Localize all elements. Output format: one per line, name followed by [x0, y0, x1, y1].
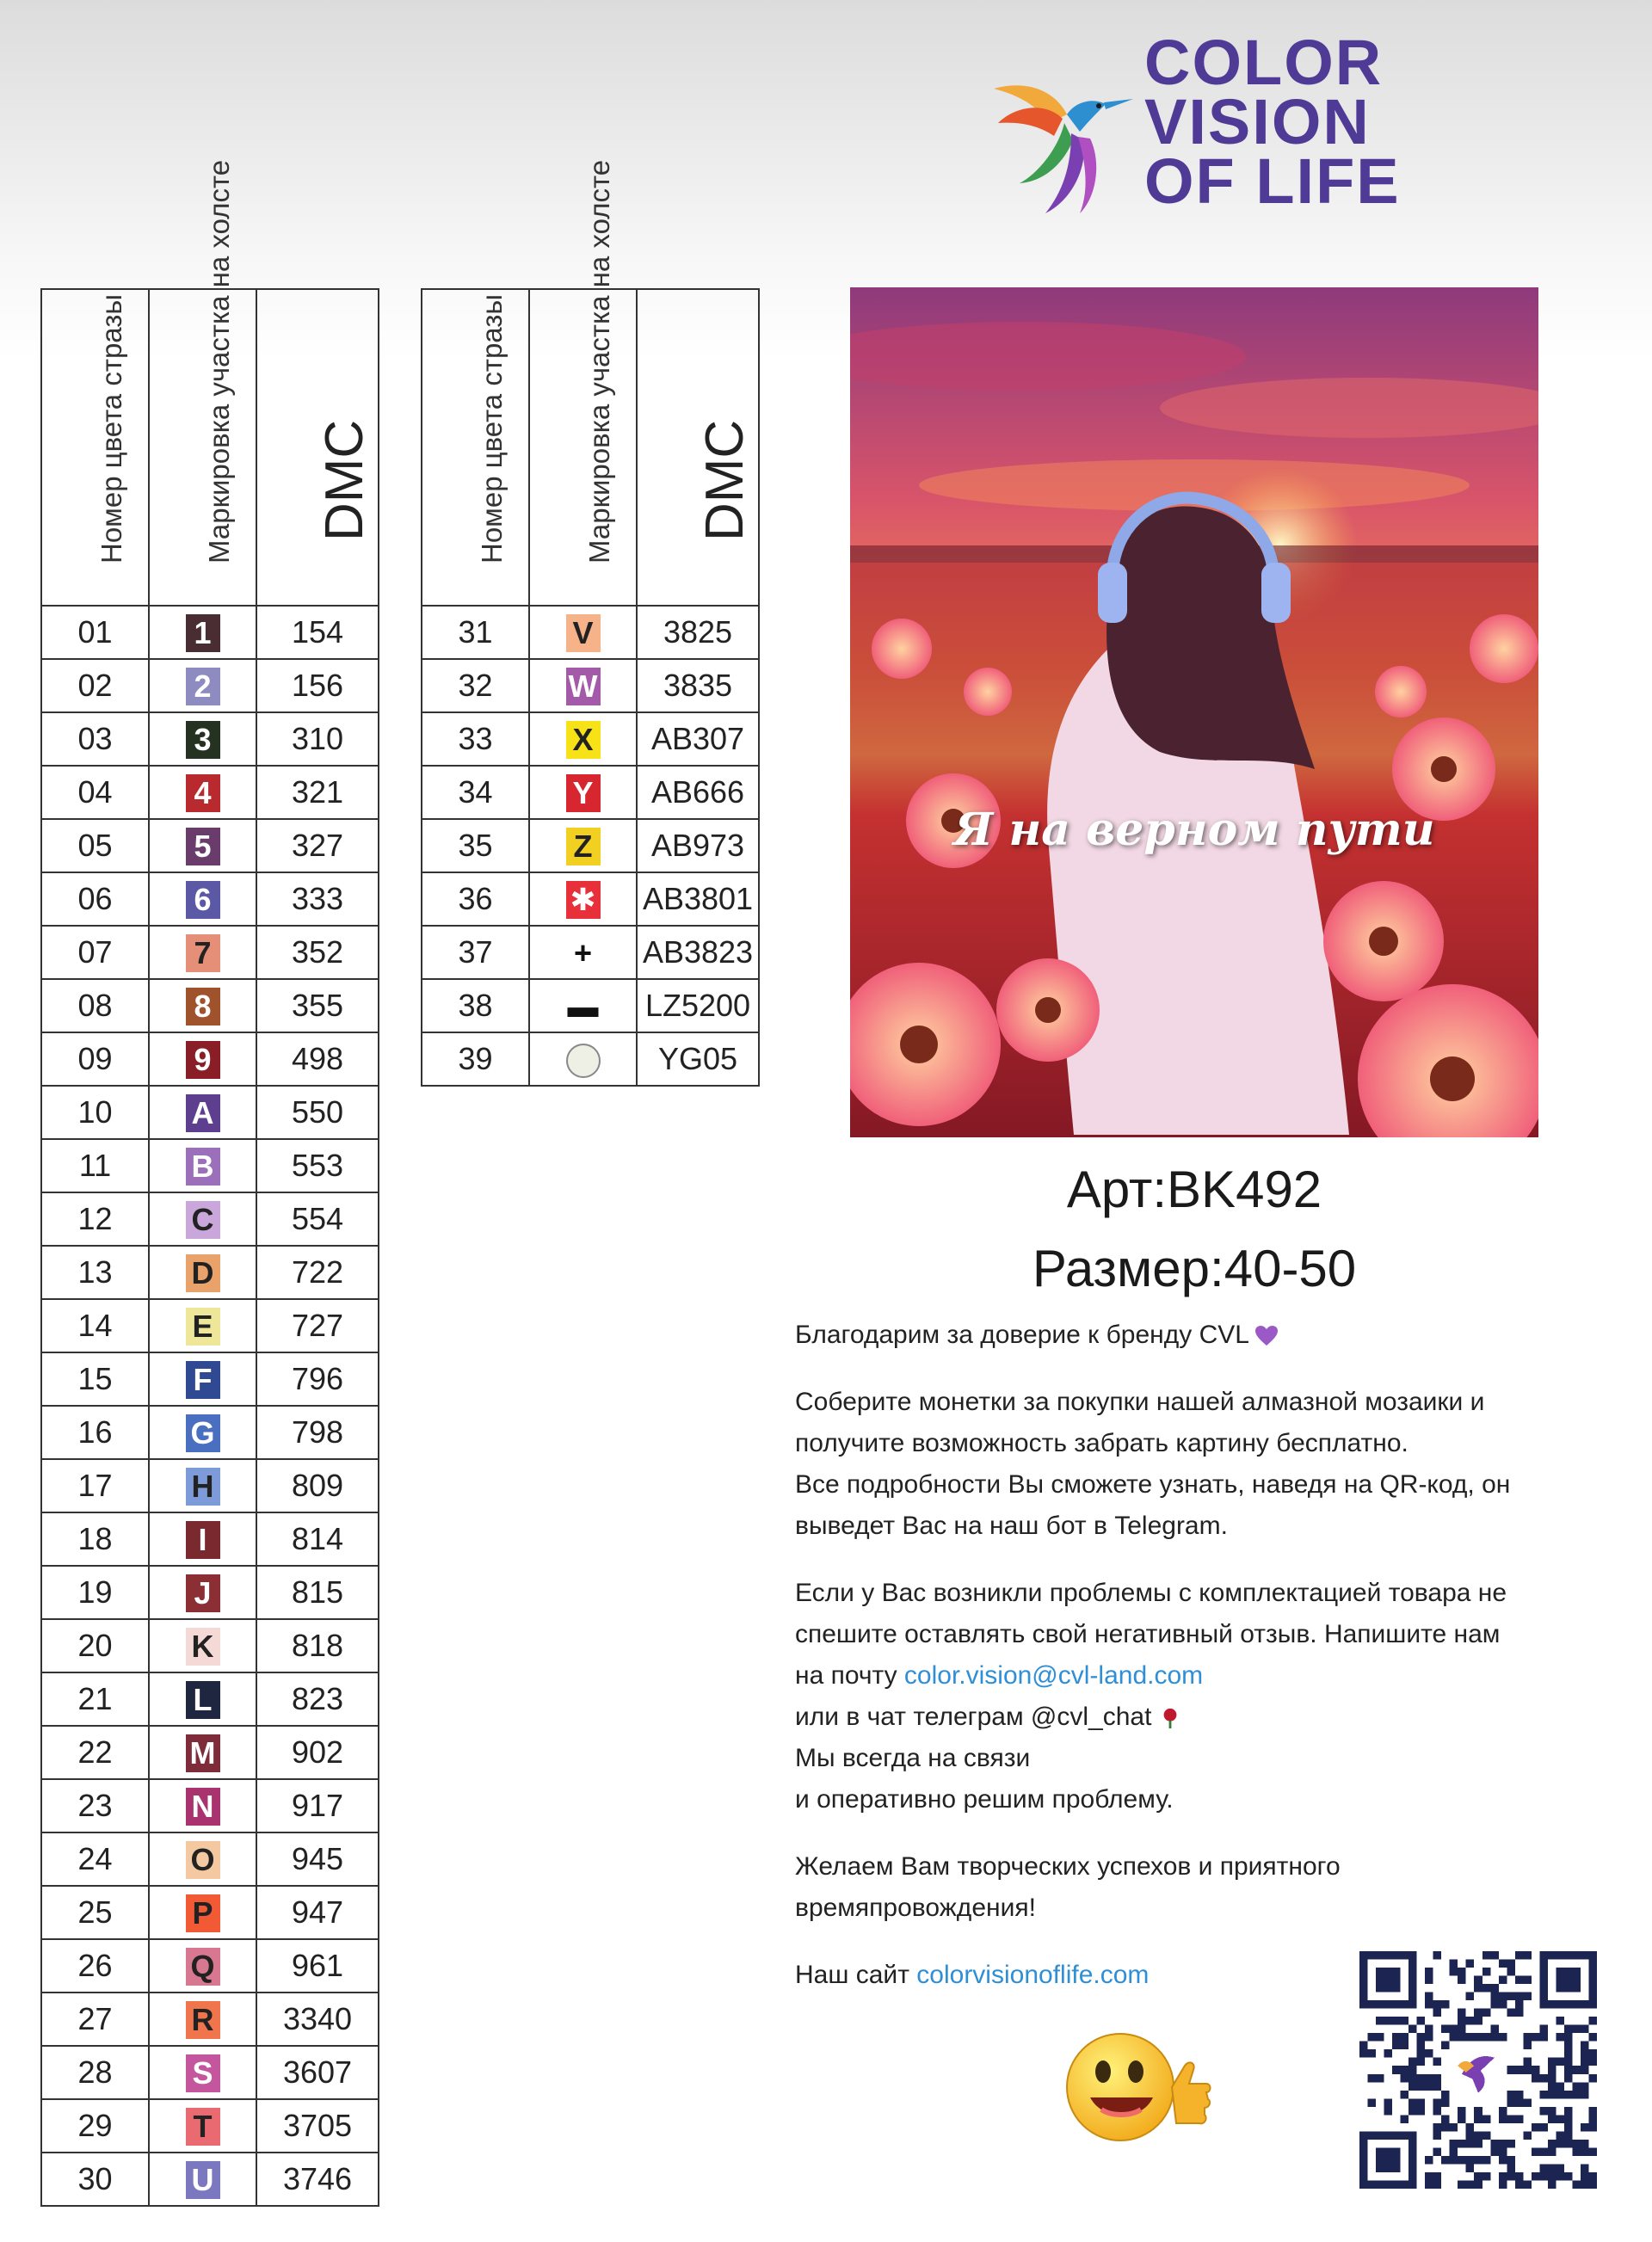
- marking-cell: [149, 1139, 256, 1192]
- marking-cell: [149, 979, 256, 1032]
- marking-cell: [149, 659, 256, 712]
- marking-cell: [149, 1832, 256, 1886]
- artwork-preview: [850, 287, 1538, 1137]
- table-row: [422, 766, 759, 819]
- color-number: 05: [41, 819, 149, 872]
- marking-symbol: 7: [186, 934, 220, 972]
- marking-cell: [149, 1886, 256, 1939]
- table-row: [41, 606, 379, 659]
- dmc-code: 550: [256, 1086, 379, 1139]
- marking-symbol: 3: [186, 721, 220, 759]
- header-number: Номер цвета стразы: [475, 293, 508, 564]
- color-number: 32: [422, 659, 529, 712]
- marking-cell: [149, 926, 256, 979]
- dmc-code: 818: [256, 1619, 379, 1672]
- marking-symbol: T: [186, 2108, 220, 2146]
- table-row: [41, 1032, 379, 1086]
- color-number: 29: [41, 2099, 149, 2153]
- thanks-paragraph: [795, 1315, 1621, 1356]
- dmc-code: AB3823: [637, 926, 759, 979]
- table-row: [422, 872, 759, 926]
- dmc-code: 154: [256, 606, 379, 659]
- marking-symbol: K: [186, 1628, 220, 1666]
- marking-symbol: V: [566, 614, 601, 652]
- marking-symbol: B: [186, 1148, 220, 1186]
- dmc-code: AB666: [637, 766, 759, 819]
- header-dmc-cell: [637, 289, 759, 606]
- table-row: [41, 659, 379, 712]
- marking-symbol: P: [186, 1894, 220, 1932]
- dmc-code: 798: [256, 1406, 379, 1459]
- marking-symbol: 1: [186, 614, 220, 652]
- coins-line-3: Все подробности Вы сможете узнать, наведя на QR-код, он: [795, 1470, 1511, 1499]
- header-dmc-cell: [256, 289, 379, 606]
- table-row: [41, 819, 379, 872]
- marking-cell: [149, 2099, 256, 2153]
- wish-line-1: Желаем Вам творческих успехов и приятного: [795, 1852, 1341, 1881]
- table-row: [422, 1032, 759, 1086]
- color-number: 11: [41, 1139, 149, 1192]
- marking-cell: [529, 1032, 637, 1086]
- marking-symbol: J: [186, 1574, 220, 1612]
- color-number: 34: [422, 766, 529, 819]
- dmc-code: 727: [256, 1299, 379, 1352]
- marking-cell: [529, 712, 637, 766]
- color-number: 28: [41, 2046, 149, 2099]
- marking-cell: [149, 1993, 256, 2046]
- dmc-code: 352: [256, 926, 379, 979]
- marking-symbol: L: [186, 1681, 220, 1719]
- marking-symbol: [566, 1044, 601, 1078]
- marking-symbol: S: [186, 2054, 220, 2092]
- marking-cell: [149, 819, 256, 872]
- marking-cell: [149, 1352, 256, 1406]
- color-number: 09: [41, 1032, 149, 1086]
- thanks-text: Благодарим за доверие к бренду CVL: [795, 1321, 1248, 1349]
- rose-icon: [1159, 1708, 1181, 1728]
- table-row: [41, 1192, 379, 1246]
- dmc-code: 327: [256, 819, 379, 872]
- dmc-code: 796: [256, 1352, 379, 1406]
- wish-line-2: времяпровождения!: [795, 1894, 1036, 1922]
- table-row: [41, 1832, 379, 1886]
- table-row: [41, 1993, 379, 2046]
- dmc-code: 815: [256, 1566, 379, 1619]
- dmc-code: 3825: [637, 606, 759, 659]
- color-number: 25: [41, 1886, 149, 1939]
- coins-line-1: Соберите монетки за покупки нашей алмазной мозаики и: [795, 1388, 1485, 1416]
- table-row: [41, 1672, 379, 1726]
- marking-symbol: O: [186, 1841, 220, 1879]
- marking-cell: [529, 606, 637, 659]
- table-row: [41, 1886, 379, 1939]
- color-number: 26: [41, 1939, 149, 1993]
- dmc-code: AB307: [637, 712, 759, 766]
- table-row: [422, 979, 759, 1032]
- dmc-code: 3835: [637, 659, 759, 712]
- table-row: [41, 1459, 379, 1512]
- marking-symbol: E: [186, 1308, 220, 1346]
- dmc-code: 553: [256, 1139, 379, 1192]
- table-row: [41, 872, 379, 926]
- marking-symbol: F: [186, 1361, 220, 1399]
- dmc-code: 333: [256, 872, 379, 926]
- color-number: 14: [41, 1299, 149, 1352]
- marking-symbol: W: [566, 668, 601, 705]
- coins-paragraph: [795, 1382, 1621, 1547]
- color-number: 37: [422, 926, 529, 979]
- marking-cell: [149, 712, 256, 766]
- qr-code-icon[interactable]: [1359, 1951, 1597, 2189]
- marking-symbol: R: [186, 2001, 220, 2039]
- coins-line-4: выведет Вас на наш бот в Telegram.: [795, 1512, 1228, 1540]
- marking-symbol: Y: [566, 774, 601, 812]
- color-number: 31: [422, 606, 529, 659]
- marking-symbol: H: [186, 1468, 220, 1506]
- color-number: 24: [41, 1832, 149, 1886]
- color-number: 19: [41, 1566, 149, 1619]
- marking-symbol: I: [186, 1521, 220, 1559]
- marking-symbol: G: [186, 1414, 220, 1452]
- marking-cell: [149, 606, 256, 659]
- marking-symbol: C: [186, 1201, 220, 1239]
- product-size: Размер:40-50: [1032, 1240, 1357, 1297]
- table-row: [41, 1299, 379, 1352]
- table-row: [41, 1619, 379, 1672]
- wish-paragraph: [795, 1846, 1621, 1929]
- dmc-code: 156: [256, 659, 379, 712]
- info-text: [795, 1315, 1621, 2022]
- marking-symbol: X: [566, 721, 601, 759]
- site-prefix: Наш сайт: [795, 1961, 917, 1989]
- table-row: [41, 1566, 379, 1619]
- dmc-code: 809: [256, 1459, 379, 1512]
- marking-symbol: 9: [186, 1041, 220, 1079]
- header-dmc: DMC: [695, 419, 755, 541]
- logo-line-1: COLOR: [1144, 27, 1384, 98]
- color-number: 07: [41, 926, 149, 979]
- color-number: 03: [41, 712, 149, 766]
- problems-line-5: и оперативно решим проблему.: [795, 1785, 1174, 1814]
- logo-line-2: VISION: [1144, 86, 1371, 157]
- problems-line-2: спешите оставлять свой негативный отзыв. Напишите нам: [795, 1620, 1501, 1648]
- color-number: 06: [41, 872, 149, 926]
- email-link[interactable]: color.vision@cvl-land.com: [903, 1661, 1204, 1690]
- color-number: 08: [41, 979, 149, 1032]
- dmc-code: 355: [256, 979, 379, 1032]
- table-row: [41, 1246, 379, 1299]
- marking-cell: [149, 1299, 256, 1352]
- marking-cell: [149, 1032, 256, 1086]
- color-table-right: [421, 159, 760, 1087]
- table-row: [422, 712, 759, 766]
- table-row: [41, 1352, 379, 1406]
- artwork-caption: Я на верном пути: [953, 804, 1435, 856]
- artwork-illustration: [850, 287, 1538, 1137]
- marking-symbol: Z: [566, 828, 601, 865]
- color-number: 23: [41, 1779, 149, 1832]
- marking-symbol: Q: [186, 1948, 220, 1986]
- mail-prefix: на почту: [795, 1661, 904, 1690]
- header-number: Номер цвета стразы: [95, 293, 127, 564]
- problems-line-1: Если у Вас возникли проблемы с комплектацией товара не: [795, 1579, 1507, 1607]
- logo-line-3: OF LIFE: [1144, 145, 1401, 217]
- table-row: [41, 1406, 379, 1459]
- header-number-cell: [41, 289, 149, 606]
- color-number: 27: [41, 1993, 149, 2046]
- marking-cell: [149, 1406, 256, 1459]
- table-row: [41, 766, 379, 819]
- table-row: [422, 659, 759, 712]
- table-row: [422, 606, 759, 659]
- marking-cell: [149, 1246, 256, 1299]
- marking-cell: [149, 766, 256, 819]
- color-number: 35: [422, 819, 529, 872]
- color-number: 22: [41, 1726, 149, 1779]
- dmc-code: 3340: [256, 1993, 379, 2046]
- table-row: [41, 926, 379, 979]
- marking-cell: [149, 2153, 256, 2206]
- dmc-code: 814: [256, 1512, 379, 1566]
- table-header-row: [41, 289, 379, 606]
- dmc-code: 554: [256, 1192, 379, 1246]
- color-number: 16: [41, 1406, 149, 1459]
- color-number: 02: [41, 659, 149, 712]
- header-marking-cell: [149, 159, 256, 606]
- marking-cell: [149, 1192, 256, 1246]
- marking-cell: [529, 659, 637, 712]
- table-row: [41, 979, 379, 1032]
- table-row: [41, 1139, 379, 1192]
- hummingbird-logo-icon: [985, 54, 1136, 218]
- color-number: 33: [422, 712, 529, 766]
- dmc-code: 321: [256, 766, 379, 819]
- dmc-code: 823: [256, 1672, 379, 1726]
- table-row: [41, 1086, 379, 1139]
- marking-symbol: D: [186, 1254, 220, 1292]
- marking-symbol: 5: [186, 828, 220, 865]
- dmc-code: 310: [256, 712, 379, 766]
- marking-symbol: A: [186, 1094, 220, 1132]
- brand-logo: [985, 27, 1415, 222]
- dmc-code: AB3801: [637, 872, 759, 926]
- dmc-code: 3746: [256, 2153, 379, 2206]
- color-number: 38: [422, 979, 529, 1032]
- marking-symbol: M: [186, 1734, 220, 1772]
- table-row: [422, 819, 759, 872]
- table-header-row: [422, 289, 759, 606]
- marking-cell: [149, 1939, 256, 1993]
- header-marking: Маркировка участка на холсте: [583, 159, 615, 564]
- marking-symbol: +: [566, 934, 601, 972]
- dmc-code: 947: [256, 1886, 379, 1939]
- table-row: [41, 1939, 379, 1993]
- dmc-code: YG05: [637, 1032, 759, 1086]
- marking-cell: [149, 1086, 256, 1139]
- dmc-code: LZ5200: [637, 979, 759, 1032]
- marking-symbol: N: [186, 1788, 220, 1826]
- marking-symbol: ▬: [567, 988, 599, 1024]
- marking-symbol: 4: [186, 774, 220, 812]
- marking-cell: [149, 1779, 256, 1832]
- marking-cell: [529, 979, 637, 1032]
- marking-cell: [529, 819, 637, 872]
- dmc-code: 498: [256, 1032, 379, 1086]
- table-row: [41, 2046, 379, 2099]
- dmc-code: 3607: [256, 2046, 379, 2099]
- header-number-cell: [422, 289, 529, 606]
- marking-symbol: 6: [186, 881, 220, 919]
- marking-symbol: ✱: [566, 881, 601, 919]
- table-row: [41, 1512, 379, 1566]
- dmc-code: 917: [256, 1779, 379, 1832]
- marking-symbol: 8: [186, 988, 220, 1026]
- marking-cell: [529, 766, 637, 819]
- color-number: 01: [41, 606, 149, 659]
- dmc-code: 3705: [256, 2099, 379, 2153]
- table-row: [422, 926, 759, 979]
- thumbs-up-smiley-icon: [1060, 2027, 1215, 2147]
- color-number: 12: [41, 1192, 149, 1246]
- marking-cell: [149, 1512, 256, 1566]
- dmc-code: 961: [256, 1939, 379, 1993]
- color-number: 39: [422, 1032, 529, 1086]
- table-row: [41, 712, 379, 766]
- marking-cell: [149, 1726, 256, 1779]
- color-table-left: [40, 159, 379, 2207]
- marking-cell: [149, 1459, 256, 1512]
- problems-paragraph: [795, 1573, 1621, 1820]
- marking-cell: [149, 1672, 256, 1726]
- color-number: 04: [41, 766, 149, 819]
- marking-symbol: 2: [186, 668, 220, 705]
- color-number: 21: [41, 1672, 149, 1726]
- table-row: [41, 2153, 379, 2206]
- header-dmc: DMC: [315, 419, 374, 541]
- color-number: 18: [41, 1512, 149, 1566]
- marking-cell: [149, 1619, 256, 1672]
- table-row: [41, 1779, 379, 1832]
- color-number: 13: [41, 1246, 149, 1299]
- header-marking-cell: [529, 159, 637, 606]
- purple-heart-icon: [1255, 1326, 1278, 1346]
- site-link[interactable]: colorvisionoflife.com: [916, 1961, 1150, 1989]
- color-number: 36: [422, 872, 529, 926]
- table-row: [41, 2099, 379, 2153]
- coins-line-2: получите возможность забрать картину бесплатно.: [795, 1429, 1409, 1457]
- table-row: [41, 1726, 379, 1779]
- color-number: 15: [41, 1352, 149, 1406]
- dmc-code: 722: [256, 1246, 379, 1299]
- color-number: 30: [41, 2153, 149, 2206]
- marking-cell: [149, 1566, 256, 1619]
- color-number: 10: [41, 1086, 149, 1139]
- problems-line-3: или в чат телеграм @cvl_chat: [795, 1703, 1152, 1731]
- color-number: 20: [41, 1619, 149, 1672]
- dmc-code: 945: [256, 1832, 379, 1886]
- marking-cell: [149, 2046, 256, 2099]
- dmc-code: 902: [256, 1726, 379, 1779]
- marking-symbol: U: [186, 2161, 220, 2199]
- color-number: 17: [41, 1459, 149, 1512]
- dmc-code: AB973: [637, 819, 759, 872]
- marking-cell: [529, 872, 637, 926]
- article-number: Арт:BK492: [1066, 1161, 1322, 1218]
- problems-line-4: Мы всегда на связи: [795, 1744, 1031, 1772]
- marking-cell: [149, 872, 256, 926]
- header-marking: Маркировка участка на холсте: [202, 159, 235, 564]
- marking-cell: [529, 926, 637, 979]
